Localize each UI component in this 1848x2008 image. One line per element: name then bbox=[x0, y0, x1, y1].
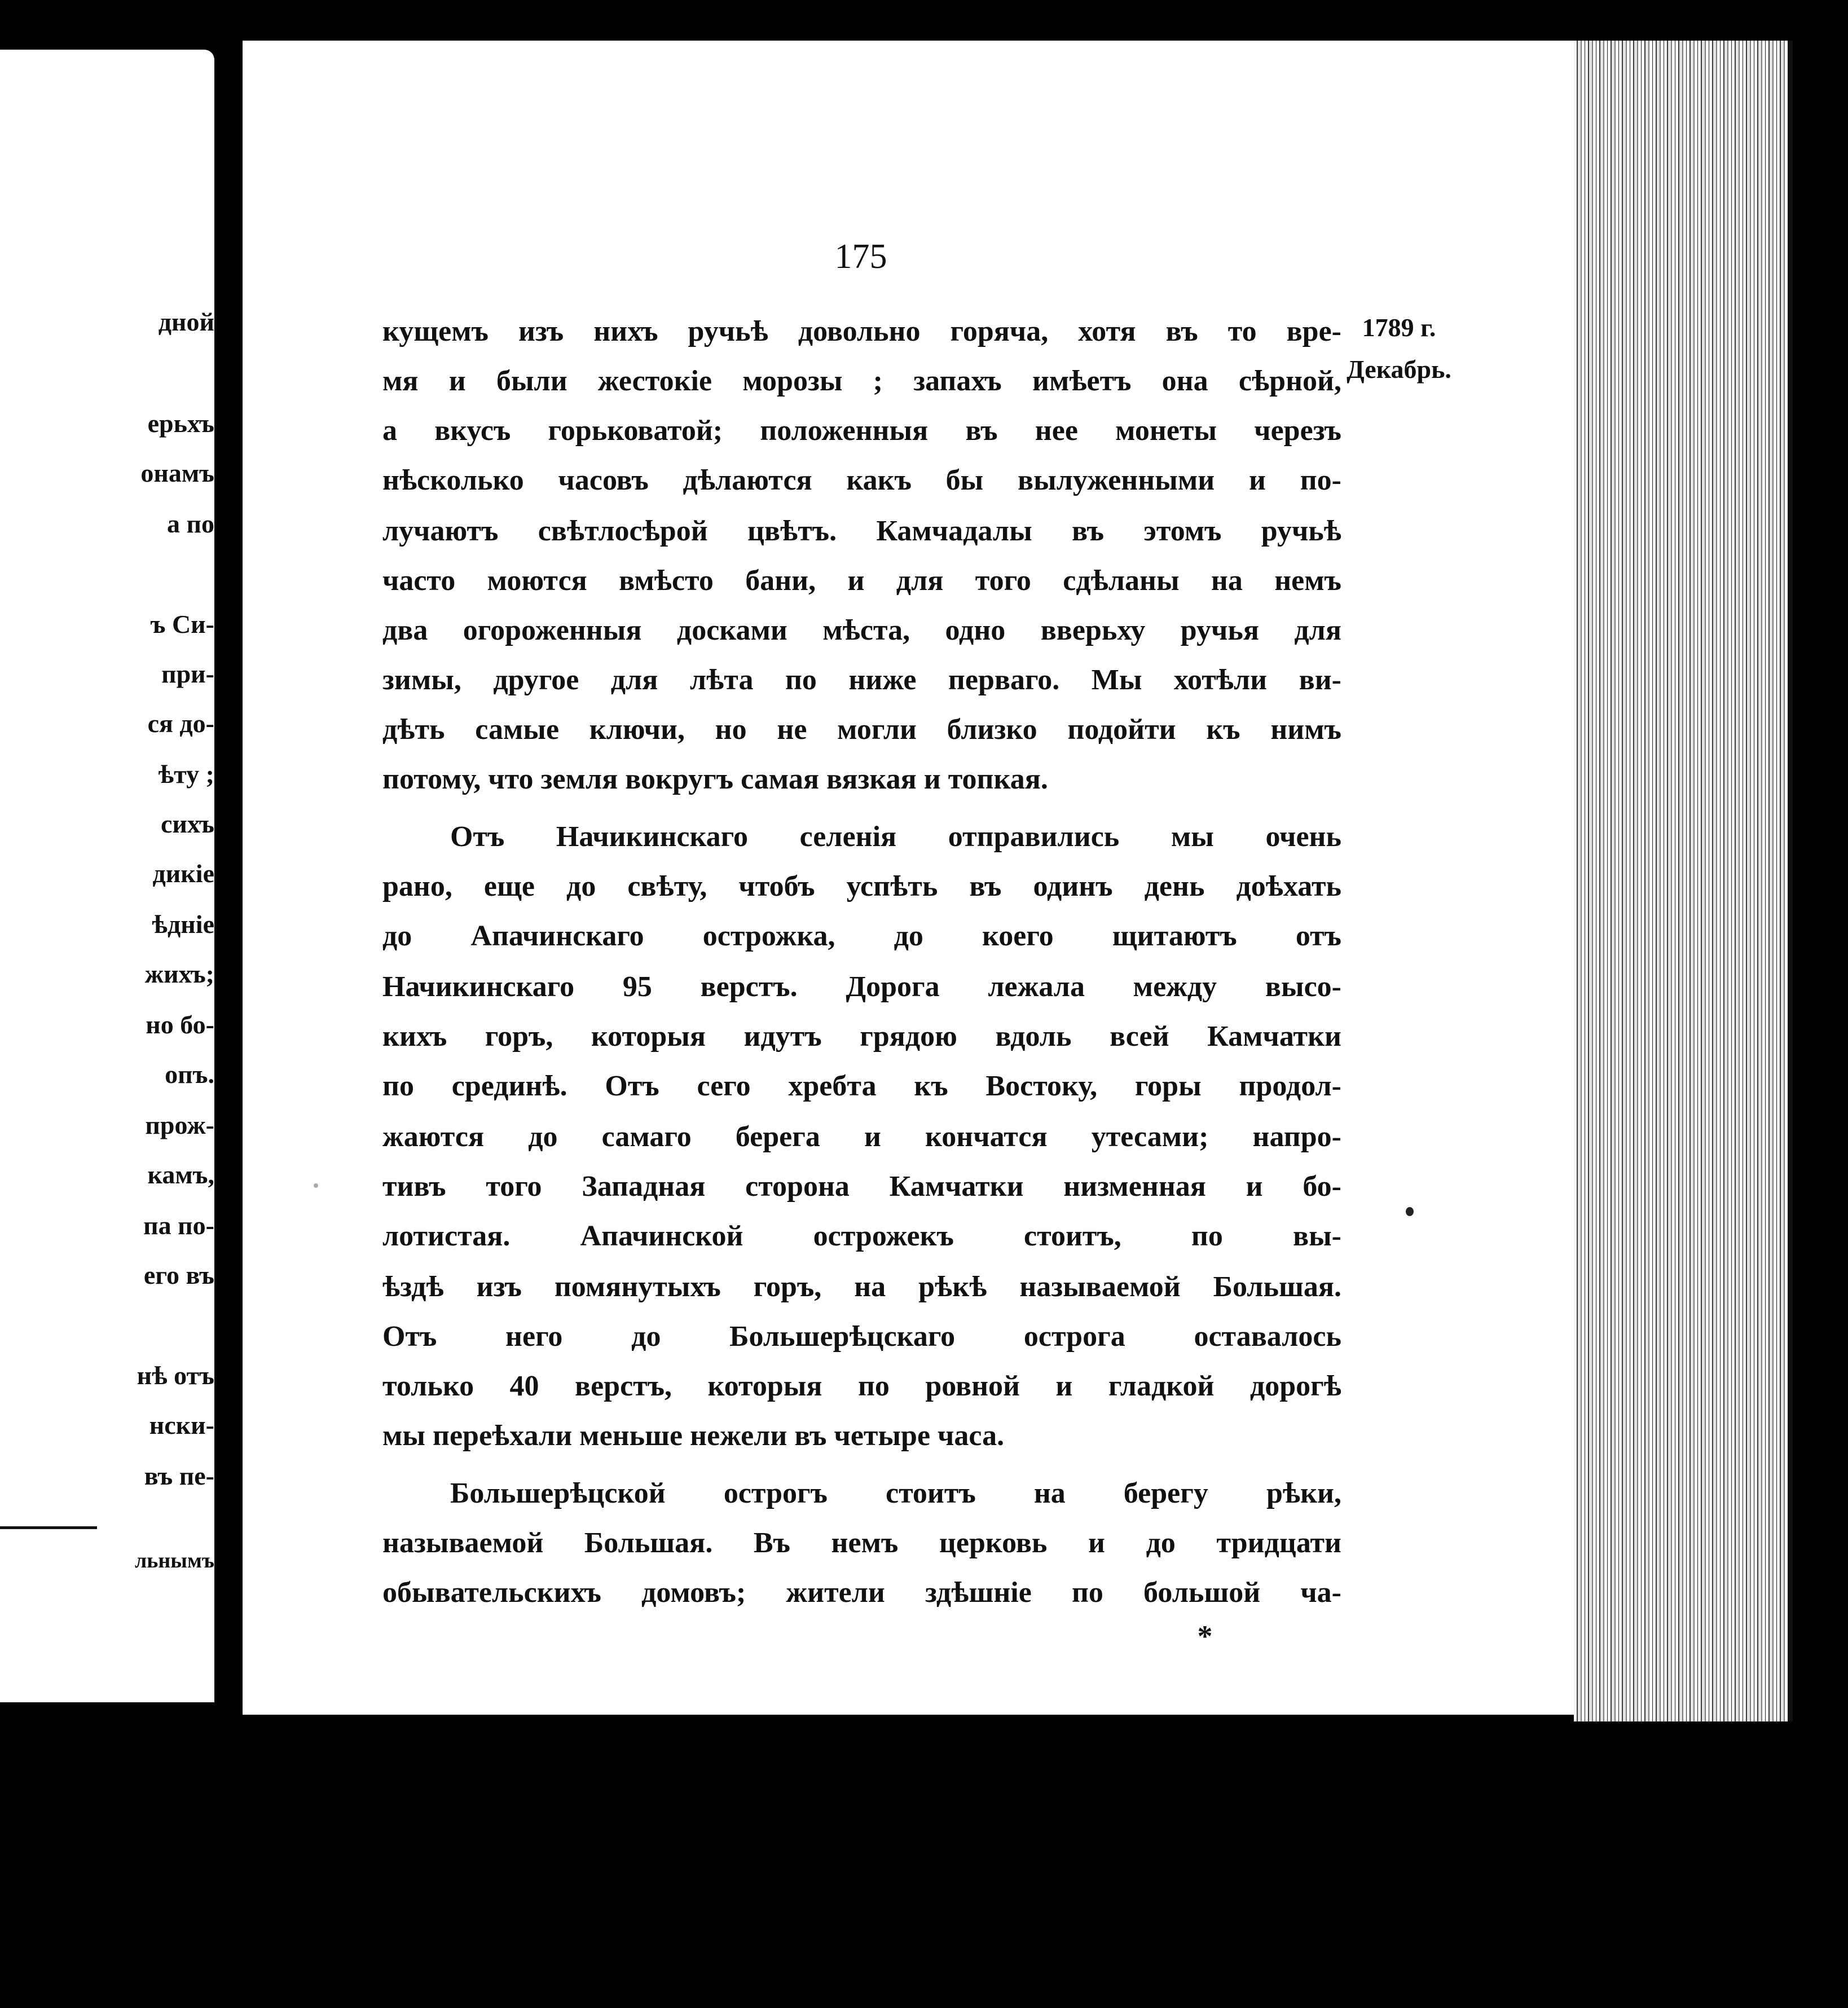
left-text-line: нски- bbox=[149, 1411, 214, 1439]
body-text-line: по срединѣ. Отъ сего хребта къ Востоку, горы продол- bbox=[382, 1070, 1341, 1102]
book-page bbox=[243, 41, 1581, 1715]
speck-mark bbox=[1406, 1207, 1414, 1216]
body-text-line: дѣть самые ключи, но не могли близко подойти къ нимъ bbox=[382, 714, 1341, 746]
left-text-line: ѣту ; bbox=[158, 760, 214, 789]
left-text-line: дикіе bbox=[152, 859, 214, 888]
left-text-line: ѣдніе bbox=[152, 910, 214, 939]
signature-mark: * bbox=[1197, 1619, 1213, 1653]
speck-mark bbox=[314, 1183, 318, 1188]
body-text-line: ѣздѣ изъ помянутыхъ горъ, на рѣкѣ называемой Большая. bbox=[382, 1271, 1341, 1303]
left-text-line: но бо- bbox=[146, 1010, 214, 1039]
body-text-line: Начикинскаго 95 верстъ. Дорога лежала между высо- bbox=[382, 971, 1341, 1003]
body-text-line: мя и были жестокіе морозы ; запахъ имѣетъ она сѣрной, bbox=[382, 365, 1341, 397]
body-text-line: кущемъ изъ нихъ ручьѣ довольно горяча, хотя въ то вре- bbox=[382, 315, 1341, 347]
body-text-line: Отъ него до Большерѣцскаго острога оставалось bbox=[382, 1320, 1341, 1353]
left-text-line: онамъ bbox=[140, 459, 214, 487]
left-text-line: камъ, bbox=[147, 1160, 214, 1189]
left-text-line: нѣ отъ bbox=[137, 1361, 214, 1390]
margin-note-year: 1789 г. bbox=[1362, 313, 1436, 342]
body-text-line: обывательскихъ домовъ; жители здѣшніе по большой ча- bbox=[382, 1577, 1341, 1609]
body-text-line: нѣсколько часовъ дѣлаются какъ бы вылуженными и по- bbox=[382, 464, 1341, 496]
page-number: 175 bbox=[834, 237, 887, 276]
body-text-line: жаются до самаго берега и кончатся утесами; напро- bbox=[382, 1121, 1341, 1153]
body-text-line: часто моются вмѣсто бани, и для того сдѣланы на немъ bbox=[382, 565, 1341, 597]
left-text-line: опъ. bbox=[165, 1060, 214, 1089]
paragraph-start-line: Большерѣцской острогъ стоитъ на берегу рѣки, bbox=[450, 1477, 1341, 1509]
left-text-line: его въ bbox=[143, 1261, 214, 1289]
left-text-line: въ пе- bbox=[144, 1461, 214, 1490]
body-text-line: называемой Большая. Въ немъ церковь и до тридцати bbox=[382, 1527, 1341, 1559]
body-text-line: кихъ горъ, которыя идутъ грядою вдоль всей Камчатки bbox=[382, 1020, 1341, 1053]
body-text-line: рано, еще до свѣту, чтобъ успѣть въ одинъ день доѣхать bbox=[382, 870, 1341, 902]
body-text-line: лотистая. Апачинской острожекъ стоитъ, по вы- bbox=[382, 1220, 1341, 1252]
body-text-line: тивъ того Западная сторона Камчатки низменная и бо- bbox=[382, 1170, 1341, 1203]
left-text-line: дной bbox=[158, 307, 214, 336]
paragraph-start-line: Отъ Начикинскаго селенія отправились мы очень bbox=[450, 821, 1341, 853]
book-fore-edge bbox=[1574, 41, 1793, 1721]
footnote-rule bbox=[0, 1526, 97, 1529]
left-text-line: а по bbox=[166, 509, 214, 538]
left-text-line: ерьхъ bbox=[147, 409, 214, 438]
left-text-line: жихъ; bbox=[144, 959, 214, 988]
body-text-line: потому, что земля вокругъ самая вязкая и топкая. bbox=[382, 763, 1048, 795]
body-text-line: два огороженныя досками мѣста, одно вверьху ручья для bbox=[382, 614, 1341, 646]
body-text-line: до Апачинскаго острожка, до коего щитаютъ отъ bbox=[382, 920, 1341, 952]
left-text-line: сихъ bbox=[161, 809, 214, 838]
left-footnote-line: льнымъ bbox=[134, 1549, 214, 1573]
left-page-fragment bbox=[0, 50, 214, 1702]
body-text-line: зимы, другое для лѣта по ниже перваго. Мы хотѣли ви- bbox=[382, 664, 1341, 696]
margin-note-month: Декабрь. bbox=[1347, 355, 1451, 384]
left-text-line: ся до- bbox=[147, 709, 214, 738]
left-text-line: ъ Си- bbox=[150, 610, 214, 638]
body-text-line: мы переѣхали меньше нежели въ четыре часа. bbox=[382, 1420, 1005, 1452]
left-text-line: прож- bbox=[145, 1111, 214, 1139]
body-text-line: лучаютъ свѣтлосѣрой цвѣтъ. Камчадалы въ этомъ ручьѣ bbox=[382, 515, 1341, 547]
body-text-line: а вкусъ горьковатой; положенныя въ нее монеты черезъ bbox=[382, 415, 1341, 447]
left-text-line: при- bbox=[161, 659, 214, 688]
left-text-line: па по- bbox=[143, 1211, 214, 1240]
body-text-line: только 40 верстъ, которыя по ровной и гладкой дорогѣ bbox=[382, 1370, 1341, 1402]
